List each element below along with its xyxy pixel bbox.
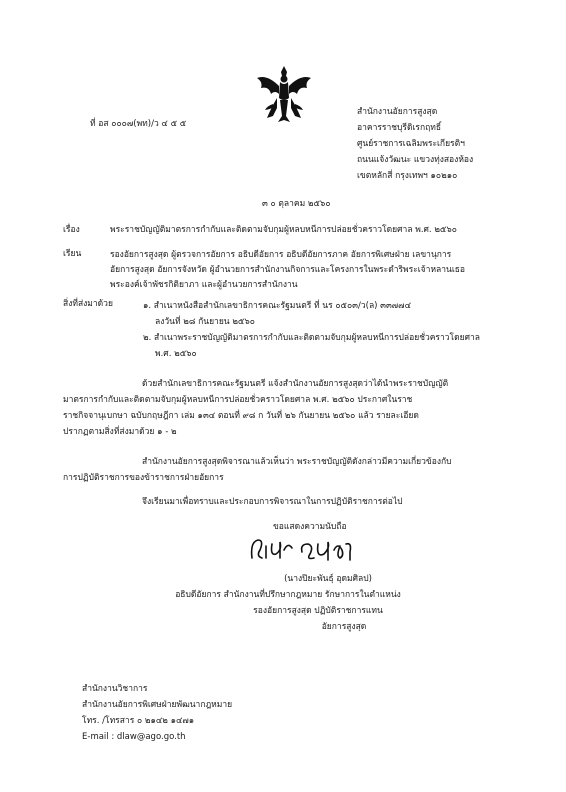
- signer-title: อัยการสูงสุด: [321, 622, 367, 632]
- handwritten-signature: [244, 532, 364, 568]
- paragraph-1: [63, 376, 503, 440]
- signer-block: [175, 571, 430, 635]
- letter-date: ๓ ๐ ตุลาคม ๒๕๖๐: [262, 199, 331, 209]
- paragraph-line: ด้วยสำนักเลขาธิการคณะรัฐมนตรี แจ้งสำนักงานอัยการสูงสุดว่าได้นำพระราชบัญญัติ: [142, 379, 449, 389]
- recipient-line: พระองค์เจ้าพัชรกิติยาภา และผู้อำนวยการสำนักงาน: [110, 280, 298, 290]
- paragraph-line: สำนักงานอัยการสูงสุดพิจารณาแล้วเห็นว่า พระราชบัญญัติดังกล่าวมีความเกี่ยวข้องกับ: [142, 457, 452, 467]
- signer-name: (นางปิยะพันธุ์ อุดมศิลป): [284, 574, 372, 584]
- paragraph-2: [63, 454, 503, 486]
- footer-phone: โทร. /โทรสาร ๐ ๒๑๔๒ ๑๔๗๑: [82, 716, 195, 726]
- enclosure-item-cont: ลงวันที่ ๒๘ กันยายน ๒๕๖๐: [155, 317, 255, 327]
- paragraph-line: การปฏิบัติราชการของข้าราชการฝ่ายอัยการ: [63, 473, 224, 483]
- enclosure-list: [143, 298, 480, 362]
- paragraph-line: ราชกิจจานุเบกษา ฉบับกฤษฎีกา เล่ม ๑๓๔ ตอนที่ ๙๘ ก วันที่ ๒๖ กันยายน ๒๕๖๐ แล้ว รายละเอียด: [63, 411, 419, 421]
- paragraph-3: จึงเรียนมาเพื่อทราบและประกอบการพิจารณาในการปฏิบัติราชการต่อไป: [142, 497, 403, 507]
- sender-line: สำนักงานอัยการสูงสุด: [357, 107, 438, 117]
- to-recipients: [110, 248, 465, 293]
- sender-line: เขตหลักสี่ กรุงเทพฯ ๑๐๒๑๐: [357, 171, 458, 181]
- enclosure-item: ๒. สำเนาพระราชบัญญัติมาตรการกำกับและติดตามจับกุมผู้หลบหนีการปล่อยชั่วคราวโดยศาล: [143, 333, 480, 343]
- recipient-line: อัยการสูงสุด อัยการจังหวัด ผู้อำนวยการสำนักงานกิจการและโครงการในพระดำริพระเจ้าหลานเธอ: [110, 265, 466, 275]
- signer-title: รองอัยการสูงสุด ปฏิบัติราชการแทน: [253, 606, 383, 616]
- footer-line: สำนักงานอัยการพิเศษฝ่ายพัฒนากฎหมาย: [82, 700, 233, 710]
- document-number: ที่ อส ๐๐๐๗(พท)/ว ๔ ๕ ๕: [90, 119, 187, 129]
- subject-label: เรื่อง: [63, 225, 80, 235]
- to-label: เรียน: [63, 249, 82, 259]
- enclosure-item: ๑. สำเนาหนังสือสำนักเลขาธิการคณะรัฐมนตรี ที่ นร ๐๕๐๓/ว(ล) ๓๓๗๗๔: [143, 301, 412, 311]
- signer-title: อธิบดีอัยการ สำนักงานที่ปรึกษากฎหมาย รักษาการในตำแหน่ง: [175, 590, 401, 600]
- subject-text: พระราชบัญญัติมาตรการกำกับและติดตามจับกุมผู้หลบหนีการปล่อยชั่วคราวโดยศาล พ.ศ. ๒๕๖๐: [110, 225, 457, 235]
- paragraph-line: ปรากฏตามสิ่งที่ส่งมาด้วย ๑ - ๒: [63, 427, 177, 437]
- sender-line: ถนนแจ้งวัฒนะ แขวงทุ่งสองห้อง: [357, 155, 474, 165]
- sender-line: ศูนย์ราชการเฉลิมพระเกียรติฯ: [357, 139, 465, 149]
- enclosure-item-cont: พ.ศ. ๒๕๖๐: [155, 349, 197, 359]
- footer-email: E-mail : dlaw@ago.go.th: [82, 732, 186, 742]
- garuda-emblem-icon: [253, 64, 315, 126]
- sender-address: [357, 104, 473, 184]
- footer-line: สำนักงานวิชาการ: [82, 684, 148, 694]
- enclosure-label: สิ่งที่ส่งมาด้วย: [63, 299, 113, 309]
- footer-contact: [82, 681, 232, 745]
- paragraph-line: มาตรการกำกับและติดตามจับกุมผู้หลบหนีการปล่อยชั่วคราวโดยศาล พ.ศ. ๒๕๖๐ ประกาศในราช: [63, 395, 413, 405]
- recipient-line: รองอัยการสูงสุด ผู้ตรวจการอัยการ อธิบดีอัยการ อธิบดีอัยการภาค อัยการพิเศษฝ่าย เลขานุการ: [110, 250, 452, 260]
- sender-line: อาคารราชบุรีดิเรกฤทธิ์: [357, 123, 442, 133]
- closing: ขอแสดงความนับถือ: [273, 522, 347, 532]
